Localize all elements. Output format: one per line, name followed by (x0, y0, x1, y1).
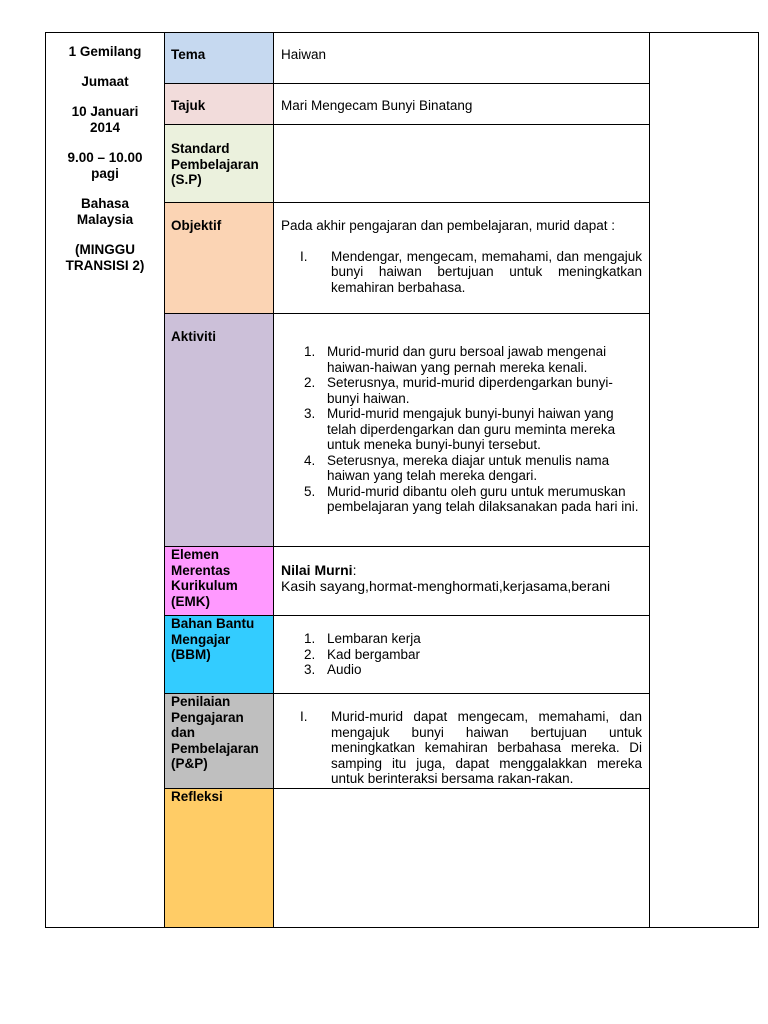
penilaian-item-text: Murid-murid dapat mengecam, memahami, dan mengajuk bunyi haiwan bertujuan untuk meningkatkan kemahiran berbahasa mereka. Di samping itu juga, dapat menggalakkan mereka untuk berinteraksi bersama rakan-rakan. (331, 709, 642, 786)
objektif-item (281, 249, 642, 296)
value-standard-pembelajaran (274, 125, 650, 202)
content-objektif (274, 203, 650, 313)
label-bbm: Bahan Bantu Mengajar (BBM) (165, 616, 274, 693)
lesson-time: 9.00 – 10.00 pagi (67, 150, 143, 181)
row-emk (165, 546, 650, 615)
lesson-subject: Bahasa Malaysia (76, 196, 134, 227)
list-item: 3. Murid-murid mengajuk bunyi-bunyi haiwan yang telah diperdengarkan dan guru meminta mereka untuk meneka bunyi-bunyi tersebut. (304, 406, 616, 452)
list-item: 2. Seterusnya, murid-murid diperdengarkan bunyi-bunyi haiwan. (304, 375, 613, 406)
list-item: 3. Audio (304, 662, 362, 677)
list-item: 5. Murid-murid dibantu oleh guru untuk merumuskan pembelajaran yang telah dilaksanakan pada hari ini. (304, 483, 639, 514)
penilaian-item-number: I. (300, 709, 308, 724)
row-aktiviti (165, 313, 650, 546)
label-standard-pembelajaran: Standard Pembelajaran (S.P) (165, 125, 274, 202)
row-bbm (165, 615, 650, 693)
content-aktiviti (274, 314, 650, 546)
lesson-date: 10 Januari 2014 (71, 104, 139, 135)
objektif-item-text: Mendengar, mengecam, memahami, dan mengajuk bunyi haiwan bertujuan untuk meningkatkan kemahiran berbahasa. (331, 248, 642, 295)
label-tema: Tema (165, 33, 274, 83)
value-refleksi (274, 789, 650, 927)
content-penilaian (274, 694, 650, 788)
list-item: 4. Seterusnya, mereka diajar untuk menulis nama haiwan yang telah mereka dengari. (304, 452, 610, 483)
emk-colon: : (352, 562, 357, 578)
row-standard-pembelajaran (165, 124, 650, 202)
label-penilaian: Penilaian Pengajaran dan Pembelajaran (P&P) (165, 694, 274, 788)
value-tema: Haiwan (281, 47, 327, 62)
lesson-week: (MINGGU TRANSISI 2) (65, 242, 145, 273)
row-tajuk (165, 83, 650, 124)
row-objektif (165, 202, 650, 313)
aktiviti-list (281, 344, 642, 515)
value-tajuk: Mari Mengecam Bunyi Binatang (281, 98, 473, 113)
list-item: 1. Murid-murid dan guru bersoal jawab mengenai haiwan-haiwan yang pernah mereka kenali. (304, 344, 607, 375)
emk-heading: Nilai Murni (281, 562, 353, 578)
objektif-intro: Pada akhir pengajaran dan pembelajaran, murid dapat : (281, 218, 615, 233)
class-name: 1 Gemilang (68, 44, 142, 59)
row-penilaian (165, 693, 650, 788)
content-bbm (274, 616, 650, 693)
row-refleksi (165, 788, 650, 927)
label-emk: Elemen Merentas Kurikulum (EMK) (165, 547, 274, 615)
list-item: 1. Lembaran kerja (304, 631, 421, 646)
objektif-item-number: I. (300, 248, 308, 264)
content-emk (274, 547, 650, 615)
penilaian-item (281, 709, 642, 787)
lesson-day: Jumaat (81, 74, 129, 89)
label-refleksi: Refleksi (165, 789, 274, 927)
bbm-list (281, 631, 642, 678)
label-tajuk: Tajuk (165, 84, 274, 124)
label-objektif: Objektif (165, 203, 274, 313)
label-aktiviti: Aktiviti (165, 314, 274, 546)
emk-values: Kasih sayang,hormat-menghormati,kerjasama,berani (281, 578, 611, 594)
list-item: 2. Kad bergambar (304, 646, 421, 662)
row-tema (165, 33, 650, 83)
lesson-info-column (46, 44, 164, 288)
